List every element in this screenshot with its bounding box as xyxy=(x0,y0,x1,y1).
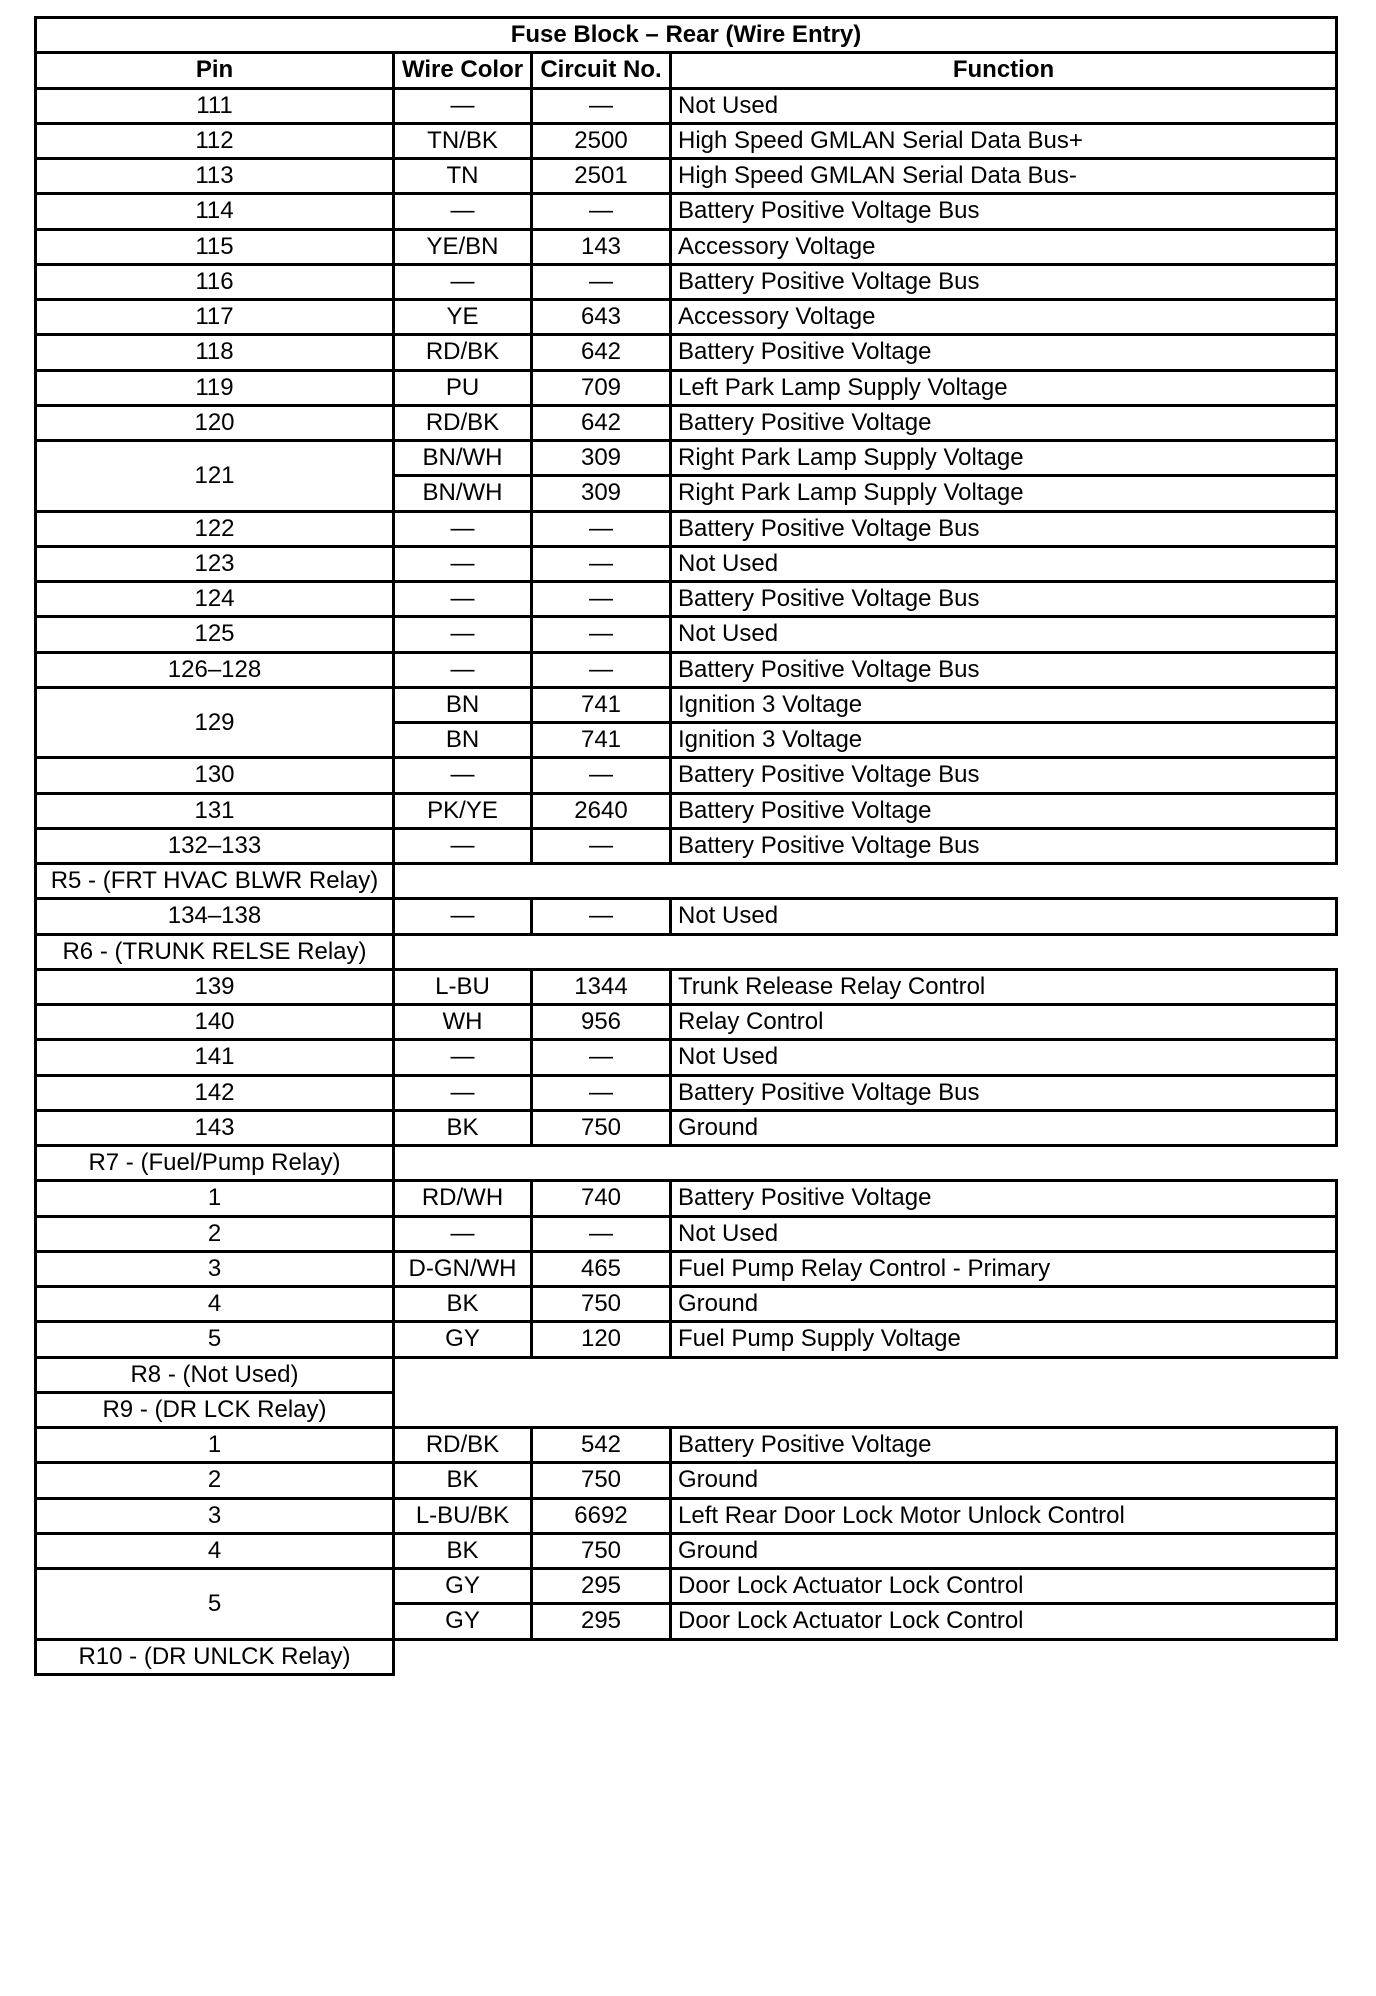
table-row xyxy=(36,1005,1337,1040)
circuit-cell: 2500 xyxy=(532,123,671,158)
circuit-cell: — xyxy=(532,1075,671,1110)
table-row xyxy=(36,1251,1337,1286)
pin-cell: 115 xyxy=(36,229,394,264)
pin-cell: 142 xyxy=(36,1075,394,1110)
table-row xyxy=(36,1287,1337,1322)
circuit-cell: — xyxy=(532,546,671,581)
table-row xyxy=(36,1463,1337,1498)
circuit-cell: — xyxy=(532,264,671,299)
wire-color-cell: — xyxy=(394,1040,532,1075)
section-label: R9 - (DR LCK Relay) xyxy=(36,1392,394,1427)
function-cell: Ignition 3 Voltage xyxy=(671,687,1337,722)
function-cell: Accessory Voltage xyxy=(671,300,1337,335)
wire-color-cell: YE/BN xyxy=(394,229,532,264)
table-row xyxy=(36,758,1337,793)
circuit-cell: — xyxy=(532,1040,671,1075)
wire-color-cell: BK xyxy=(394,1533,532,1568)
wire-color-cell: — xyxy=(394,546,532,581)
table-row xyxy=(36,1040,1337,1075)
function-cell: High Speed GMLAN Serial Data Bus+ xyxy=(671,123,1337,158)
table-row xyxy=(36,617,1337,652)
table-row xyxy=(36,1498,1337,1533)
pin-cell: 141 xyxy=(36,1040,394,1075)
wire-color-cell: PU xyxy=(394,370,532,405)
table-row xyxy=(36,969,1337,1004)
circuit-cell: 1344 xyxy=(532,969,671,1004)
section-row xyxy=(36,1146,1337,1181)
wire-color-cell: — xyxy=(394,88,532,123)
function-cell: Relay Control xyxy=(671,1005,1337,1040)
table-row xyxy=(36,652,1337,687)
circuit-cell: 309 xyxy=(532,476,671,511)
wire-color-cell: WH xyxy=(394,1005,532,1040)
pin-cell: 3 xyxy=(36,1251,394,1286)
pin-cell: 5 xyxy=(36,1569,394,1640)
function-cell: Not Used xyxy=(671,1216,1337,1251)
circuit-cell: 295 xyxy=(532,1569,671,1604)
table-row xyxy=(36,123,1337,158)
circuit-cell: 750 xyxy=(532,1110,671,1145)
pin-cell: 112 xyxy=(36,123,394,158)
function-cell: Not Used xyxy=(671,617,1337,652)
circuit-cell: — xyxy=(532,88,671,123)
circuit-cell: 750 xyxy=(532,1287,671,1322)
wire-color-cell: L-BU/BK xyxy=(394,1498,532,1533)
section-label: R10 - (DR UNLCK Relay) xyxy=(36,1639,394,1674)
pin-cell: 113 xyxy=(36,159,394,194)
function-cell: Battery Positive Voltage xyxy=(671,1181,1337,1216)
pin-cell: 2 xyxy=(36,1463,394,1498)
table-row xyxy=(36,1428,1337,1463)
circuit-cell: — xyxy=(532,582,671,617)
circuit-cell: 956 xyxy=(532,1005,671,1040)
table-row xyxy=(36,300,1337,335)
section-blank xyxy=(394,1146,1337,1181)
wire-color-cell: RD/WH xyxy=(394,1181,532,1216)
section-label: R5 - (FRT HVAC BLWR Relay) xyxy=(36,864,394,899)
circuit-cell: 465 xyxy=(532,1251,671,1286)
table-row xyxy=(36,370,1337,405)
function-cell: Battery Positive Voltage Bus xyxy=(671,652,1337,687)
section-label: R6 - (TRUNK RELSE Relay) xyxy=(36,934,394,969)
table-row xyxy=(36,1075,1337,1110)
function-cell: Left Park Lamp Supply Voltage xyxy=(671,370,1337,405)
circuit-cell: — xyxy=(532,511,671,546)
pin-cell: 114 xyxy=(36,194,394,229)
pin-cell: 118 xyxy=(36,335,394,370)
circuit-cell: 740 xyxy=(532,1181,671,1216)
function-cell: Ground xyxy=(671,1533,1337,1568)
table-row xyxy=(36,1110,1337,1145)
table-row xyxy=(36,1216,1337,1251)
table-row xyxy=(36,899,1337,934)
table-row xyxy=(36,405,1337,440)
section-row xyxy=(36,1392,1337,1427)
pin-cell: 111 xyxy=(36,88,394,123)
section-row xyxy=(36,934,1337,969)
fuse-block-table xyxy=(34,16,1338,1676)
table-row xyxy=(36,793,1337,828)
wire-color-cell: GY xyxy=(394,1604,532,1639)
pin-cell: 129 xyxy=(36,687,394,758)
wire-color-cell: — xyxy=(394,899,532,934)
circuit-cell: 309 xyxy=(532,441,671,476)
wire-color-cell: BN/WH xyxy=(394,441,532,476)
circuit-cell: 2640 xyxy=(532,793,671,828)
circuit-cell: 642 xyxy=(532,335,671,370)
function-cell: Ground xyxy=(671,1463,1337,1498)
circuit-cell: 643 xyxy=(532,300,671,335)
wire-color-cell: D-GN/WH xyxy=(394,1251,532,1286)
circuit-cell: 120 xyxy=(532,1322,671,1357)
circuit-cell: — xyxy=(532,758,671,793)
wire-color-cell: — xyxy=(394,758,532,793)
wire-color-cell: BK xyxy=(394,1287,532,1322)
function-cell: Battery Positive Voltage Bus xyxy=(671,1075,1337,1110)
pin-cell: 126–128 xyxy=(36,652,394,687)
header-circuit-no: Circuit No. xyxy=(532,53,671,88)
circuit-cell: 642 xyxy=(532,405,671,440)
wire-color-cell: BK xyxy=(394,1463,532,1498)
pin-cell: 139 xyxy=(36,969,394,1004)
function-cell: Battery Positive Voltage Bus xyxy=(671,828,1337,863)
table-row xyxy=(36,264,1337,299)
section-blank xyxy=(394,1357,1337,1392)
circuit-cell: 542 xyxy=(532,1428,671,1463)
function-cell: Battery Positive Voltage xyxy=(671,335,1337,370)
function-cell: Door Lock Actuator Lock Control xyxy=(671,1569,1337,1604)
table-row xyxy=(36,582,1337,617)
circuit-cell: 741 xyxy=(532,687,671,722)
function-cell: Battery Positive Voltage Bus xyxy=(671,511,1337,546)
function-cell: Not Used xyxy=(671,1040,1337,1075)
function-cell: Trunk Release Relay Control xyxy=(671,969,1337,1004)
circuit-cell: — xyxy=(532,652,671,687)
pin-cell: 124 xyxy=(36,582,394,617)
table-row xyxy=(36,441,1337,476)
wire-color-cell: — xyxy=(394,617,532,652)
header-row xyxy=(36,53,1337,88)
pin-cell: 132–133 xyxy=(36,828,394,863)
header-function: Function xyxy=(671,53,1337,88)
wire-color-cell: — xyxy=(394,511,532,546)
section-blank xyxy=(394,1392,1337,1427)
wire-color-cell: RD/BK xyxy=(394,335,532,370)
wire-color-cell: BN/WH xyxy=(394,476,532,511)
pin-cell: 131 xyxy=(36,793,394,828)
wire-color-cell: TN xyxy=(394,159,532,194)
function-cell: Battery Positive Voltage xyxy=(671,405,1337,440)
table-row xyxy=(36,687,1337,722)
pin-cell: 134–138 xyxy=(36,899,394,934)
section-blank xyxy=(394,864,1337,899)
table-row xyxy=(36,511,1337,546)
circuit-cell: — xyxy=(532,828,671,863)
table-body xyxy=(36,88,1337,1674)
wire-color-cell: — xyxy=(394,1216,532,1251)
section-row xyxy=(36,1357,1337,1392)
wire-color-cell: YE xyxy=(394,300,532,335)
wire-color-cell: BK xyxy=(394,1110,532,1145)
pin-cell: 123 xyxy=(36,546,394,581)
pin-cell: 4 xyxy=(36,1287,394,1322)
function-cell: Battery Positive Voltage Bus xyxy=(671,194,1337,229)
pin-cell: 121 xyxy=(36,441,394,512)
table-row xyxy=(36,159,1337,194)
table-row xyxy=(36,88,1337,123)
pin-cell: 2 xyxy=(36,1216,394,1251)
pin-cell: 3 xyxy=(36,1498,394,1533)
function-cell: Battery Positive Voltage xyxy=(671,793,1337,828)
wire-color-cell: — xyxy=(394,828,532,863)
section-blank xyxy=(394,934,1337,969)
pin-cell: 125 xyxy=(36,617,394,652)
wire-color-cell: RD/BK xyxy=(394,405,532,440)
function-cell: Accessory Voltage xyxy=(671,229,1337,264)
wire-color-cell: — xyxy=(394,652,532,687)
pin-cell: 1 xyxy=(36,1428,394,1463)
circuit-cell: — xyxy=(532,1216,671,1251)
title-row xyxy=(36,18,1337,53)
pin-cell: 130 xyxy=(36,758,394,793)
function-cell: Fuel Pump Supply Voltage xyxy=(671,1322,1337,1357)
wire-color-cell: GY xyxy=(394,1569,532,1604)
function-cell: High Speed GMLAN Serial Data Bus- xyxy=(671,159,1337,194)
circuit-cell: 6692 xyxy=(532,1498,671,1533)
wire-color-cell: TN/BK xyxy=(394,123,532,158)
function-cell: Right Park Lamp Supply Voltage xyxy=(671,476,1337,511)
pin-cell: 5 xyxy=(36,1322,394,1357)
function-cell: Left Rear Door Lock Motor Unlock Control xyxy=(671,1498,1337,1533)
wire-color-cell: BN xyxy=(394,687,532,722)
function-cell: Battery Positive Voltage Bus xyxy=(671,758,1337,793)
table-row xyxy=(36,1322,1337,1357)
fuse-block-table-container xyxy=(34,16,1338,1676)
wire-color-cell: PK/YE xyxy=(394,793,532,828)
table-row xyxy=(36,1533,1337,1568)
function-cell: Fuel Pump Relay Control - Primary xyxy=(671,1251,1337,1286)
pin-cell: 116 xyxy=(36,264,394,299)
table-title: Fuse Block – Rear (Wire Entry) xyxy=(36,18,1337,53)
table-row xyxy=(36,335,1337,370)
section-label: R8 - (Not Used) xyxy=(36,1357,394,1392)
section-label: R7 - (Fuel/Pump Relay) xyxy=(36,1146,394,1181)
wire-color-cell: — xyxy=(394,582,532,617)
wire-color-cell: — xyxy=(394,1075,532,1110)
wire-color-cell: GY xyxy=(394,1322,532,1357)
wire-color-cell: — xyxy=(394,264,532,299)
function-cell: Right Park Lamp Supply Voltage xyxy=(671,441,1337,476)
table-row xyxy=(36,1569,1337,1604)
circuit-cell: — xyxy=(532,194,671,229)
section-row xyxy=(36,864,1337,899)
circuit-cell: 709 xyxy=(532,370,671,405)
function-cell: Battery Positive Voltage xyxy=(671,1428,1337,1463)
pin-cell: 1 xyxy=(36,1181,394,1216)
section-row xyxy=(36,1639,1337,1674)
function-cell: Ground xyxy=(671,1110,1337,1145)
header-wire-color: Wire Color xyxy=(394,53,532,88)
circuit-cell: 143 xyxy=(532,229,671,264)
pin-cell: 122 xyxy=(36,511,394,546)
function-cell: Ignition 3 Voltage xyxy=(671,723,1337,758)
function-cell: Not Used xyxy=(671,88,1337,123)
circuit-cell: 2501 xyxy=(532,159,671,194)
table-row xyxy=(36,194,1337,229)
circuit-cell: 295 xyxy=(532,1604,671,1639)
function-cell: Battery Positive Voltage Bus xyxy=(671,582,1337,617)
pin-cell: 143 xyxy=(36,1110,394,1145)
pin-cell: 117 xyxy=(36,300,394,335)
pin-cell: 4 xyxy=(36,1533,394,1568)
wire-color-cell: RD/BK xyxy=(394,1428,532,1463)
circuit-cell: 750 xyxy=(532,1533,671,1568)
wire-color-cell: L-BU xyxy=(394,969,532,1004)
wire-color-cell: — xyxy=(394,194,532,229)
table-row xyxy=(36,229,1337,264)
section-blank xyxy=(394,1639,1337,1674)
circuit-cell: — xyxy=(532,617,671,652)
circuit-cell: 741 xyxy=(532,723,671,758)
table-row xyxy=(36,1181,1337,1216)
function-cell: Door Lock Actuator Lock Control xyxy=(671,1604,1337,1639)
table-row xyxy=(36,546,1337,581)
pin-cell: 120 xyxy=(36,405,394,440)
function-cell: Ground xyxy=(671,1287,1337,1322)
circuit-cell: 750 xyxy=(532,1463,671,1498)
circuit-cell: — xyxy=(532,899,671,934)
header-pin: Pin xyxy=(36,53,394,88)
function-cell: Not Used xyxy=(671,899,1337,934)
table-row xyxy=(36,828,1337,863)
function-cell: Not Used xyxy=(671,546,1337,581)
pin-cell: 140 xyxy=(36,1005,394,1040)
pin-cell: 119 xyxy=(36,370,394,405)
wire-color-cell: BN xyxy=(394,723,532,758)
function-cell: Battery Positive Voltage Bus xyxy=(671,264,1337,299)
